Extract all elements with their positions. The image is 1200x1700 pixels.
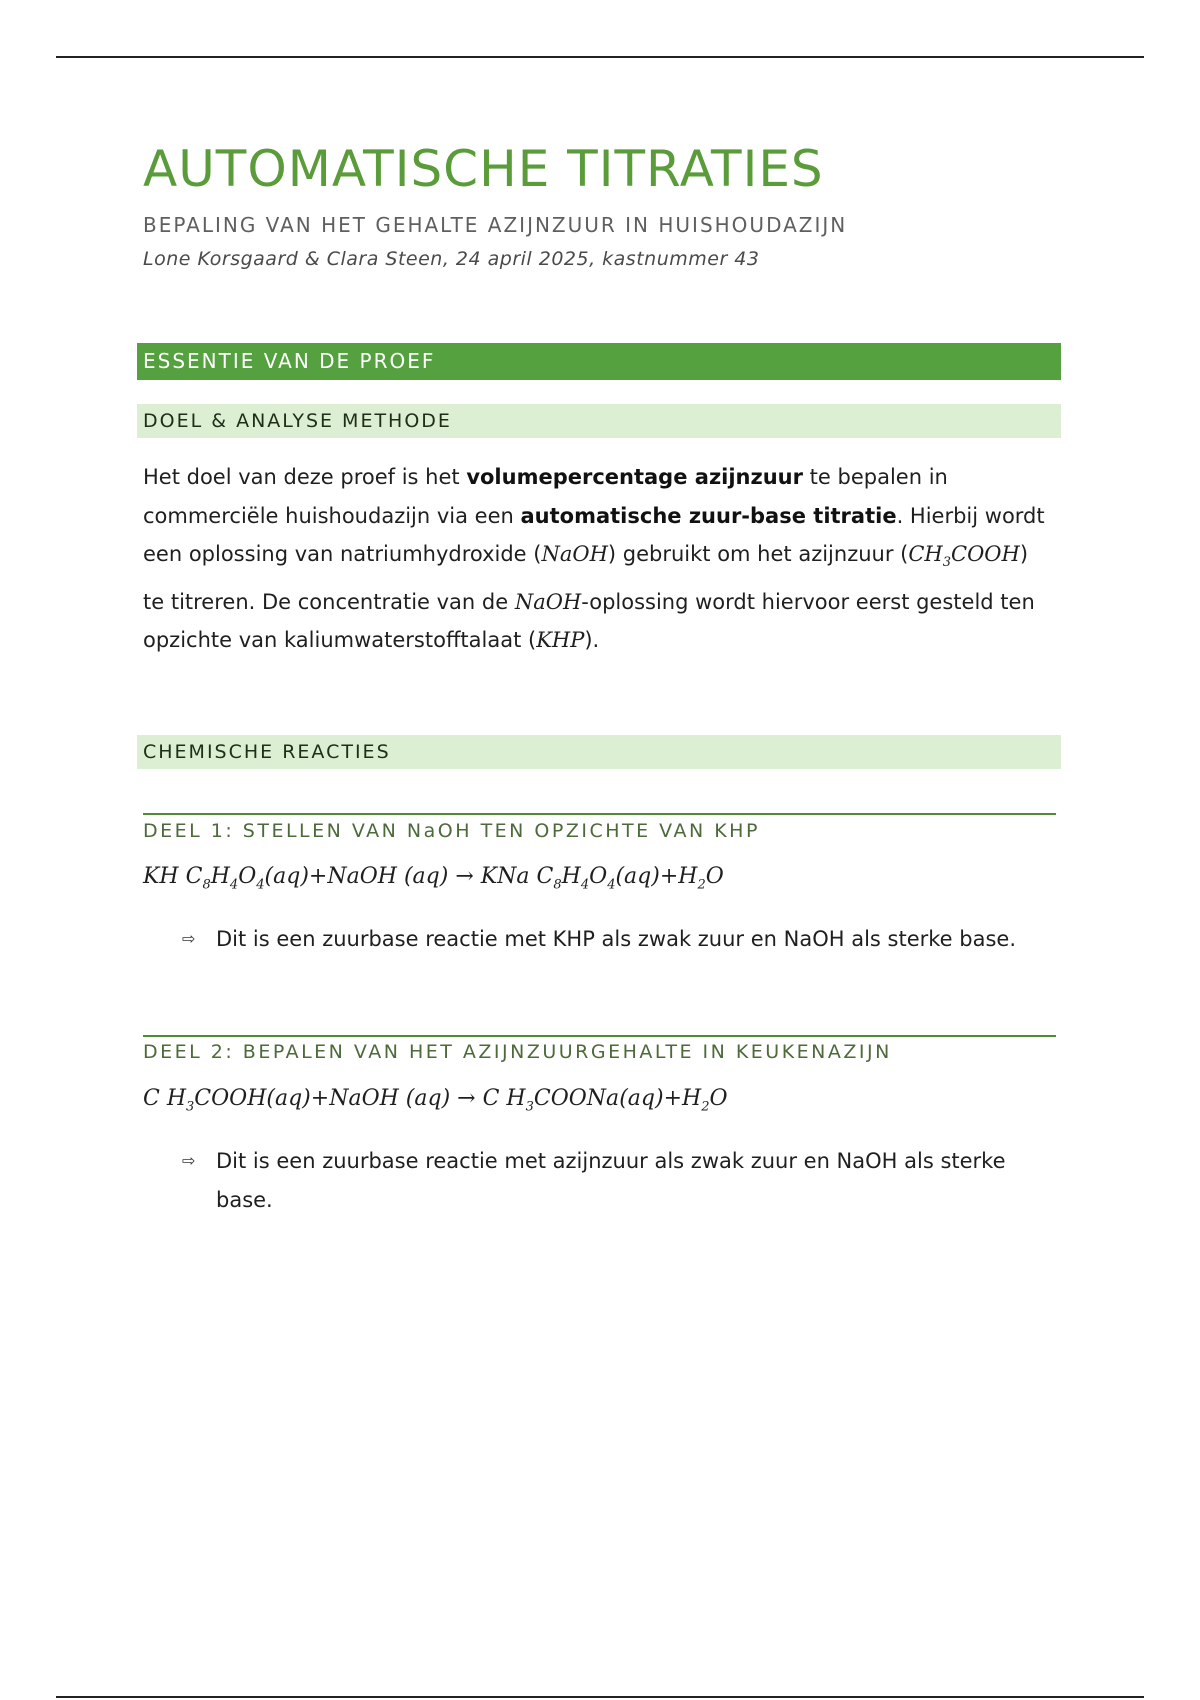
- deel1-heading: DEEL 1: STELLEN VAN NaOH TEN OPZICHTE VAN KHP: [143, 820, 760, 842]
- intro-text: -oplossing wordt hiervoor eerst gesteld ten opzichte van kaliumwaterstofftalaat (: [143, 589, 1035, 653]
- intro-text: te bepalen in commerciële huishoudazijn via een: [143, 465, 948, 528]
- section-heading-essentie: ESSENTIE VAN DE PROEF: [137, 343, 1061, 380]
- intro-paragraph: [143, 458, 1053, 660]
- intro-text: ).: [584, 628, 600, 653]
- reaction-equation-1: KH $C_8H_4O_4(aq)+NaOH$ (aq) → KNa $C_8H_4O_4(aq)+H_2O$: [143, 864, 724, 893]
- document-authors: Lone Korsgaard & Clara Steen, 24 april 2025, kastnummer 43: [143, 248, 760, 270]
- formula-naoh: NaOH: [541, 542, 608, 566]
- reaction-arrow: →: [457, 1086, 476, 1111]
- bottom-rule: [56, 1696, 1144, 1698]
- formula-acetic-acid: $CH_3COOH$: [908, 542, 1020, 571]
- intro-bold-volume: volumepercentage azijnzuur: [466, 465, 803, 489]
- top-rule: [56, 56, 1144, 58]
- intro-bold-method: automatische zuur-base titratie: [520, 503, 897, 528]
- subsection-heading-doel: DOEL & ANALYSE METHODE: [137, 404, 1061, 438]
- document-title: AUTOMATISCHE TITRATIES: [143, 140, 824, 198]
- bullet-text: Dit is een zuurbase reactie met azijnzuur als zwak zuur en NaOH als sterke base.: [216, 1149, 1006, 1212]
- reaction-arrow: →: [455, 864, 474, 889]
- deel2-divider: [143, 1035, 1056, 1037]
- arrow-right-icon: ⇨: [182, 1151, 196, 1170]
- intro-text: ) gebruikt om het azijnzuur (: [607, 542, 909, 566]
- deel1-divider: [143, 813, 1056, 815]
- intro-text: . Hierbij wordt een oplossing van natriumhydroxide (: [143, 503, 1045, 566]
- reaction-equation-2: C $H_3COOH(aq)+NaOH$ (aq) → C $H_3COONa(aq)+H_2O$: [143, 1086, 728, 1115]
- subsection-heading-chemische-reacties: CHEMISCHE REACTIES: [137, 735, 1061, 769]
- formula-khp: KHP: [536, 628, 585, 653]
- bullet-text: Dit is een zuurbase reactie met KHP als zwak zuur en NaOH als sterke base.: [216, 927, 1016, 951]
- formula-naoh: NaOH: [514, 589, 582, 614]
- document-subtitle: BEPALING VAN HET GEHALTE AZIJNZUUR IN HUISHOUDAZIJN: [143, 213, 848, 237]
- intro-text: Het doel van deze proef is het: [143, 465, 467, 489]
- deel2-heading: DEEL 2: BEPALEN VAN HET AZIJNZUURGEHALTE IN KEUKENAZIJN: [143, 1041, 892, 1063]
- intro-text: ) te titreren. De concentratie van de: [143, 542, 1029, 614]
- arrow-right-icon: ⇨: [182, 929, 196, 948]
